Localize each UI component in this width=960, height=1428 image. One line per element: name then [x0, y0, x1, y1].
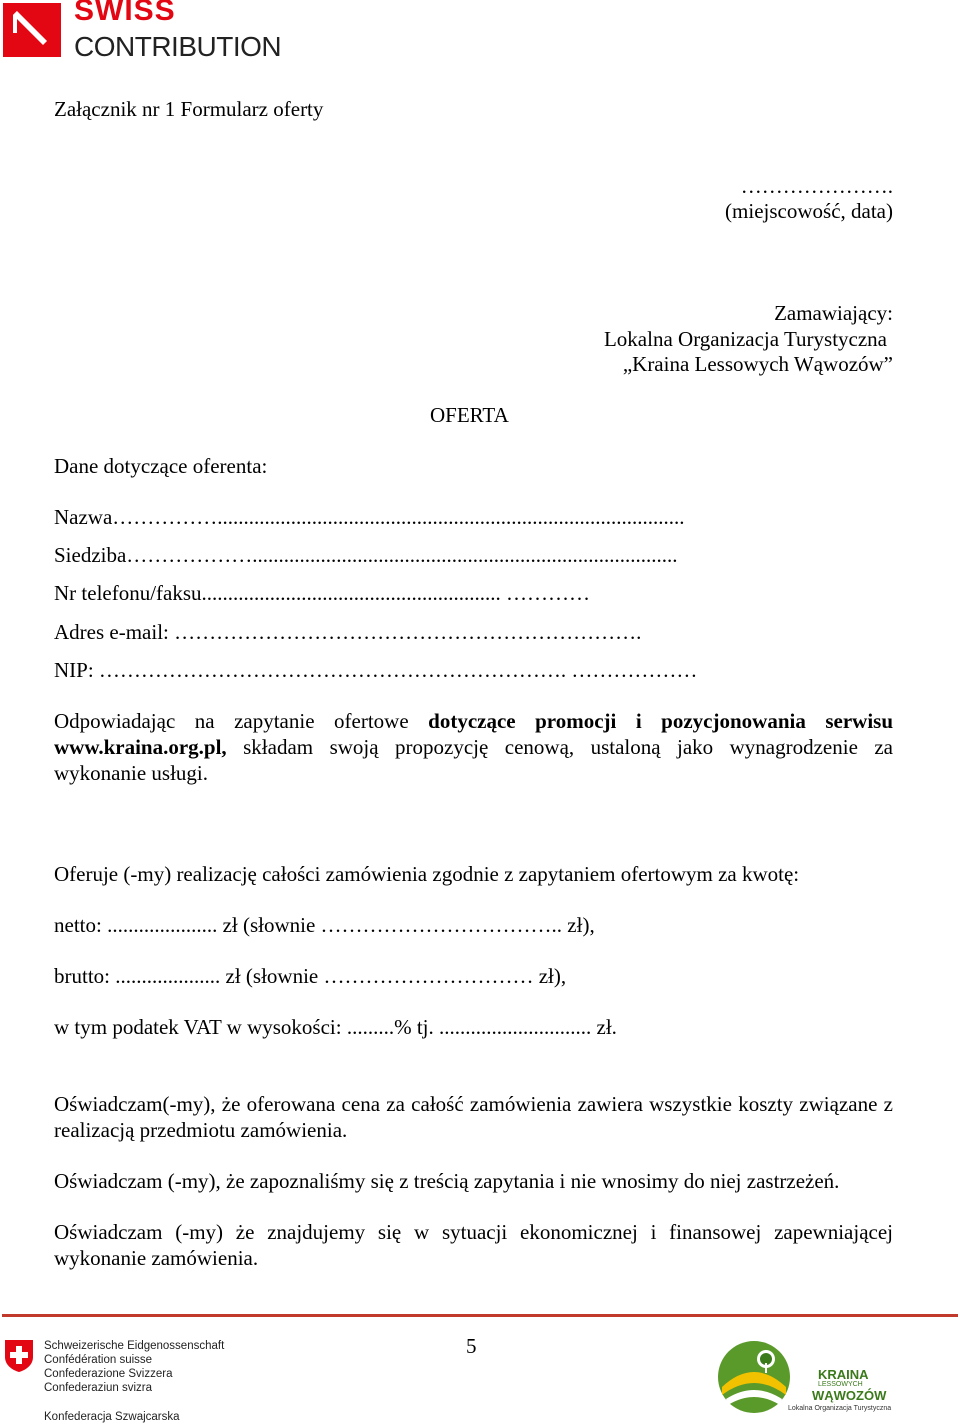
offer-statement: Oferuje (-my) realizację całości zamówienia zgodnie z zapytaniem ofertowym za kwotę:: [54, 862, 800, 886]
declaration-1: Oświadczam(-my), że oferowana cena za całość zamówienia zawiera wszystkie koszty związane z realizacją przedmiotu zamówienia.: [54, 1092, 893, 1142]
kraina-line2: LESSOWYCH: [818, 1381, 863, 1388]
place-date-dots: ………………….: [740, 174, 893, 198]
confederation-line-rm: Confederaziun svizra: [44, 1382, 153, 1394]
kraina-emblem-icon: [714, 1337, 794, 1417]
confederation-line-it: Confederazione Svizzera: [44, 1368, 173, 1380]
footer-rule: [2, 1314, 958, 1317]
intro-text-1: Odpowiadając na zapytanie ofertowe: [54, 709, 429, 733]
offer-vat-line: w tym podatek VAT w wysokości: .........% tj. ............................. zł.: [54, 1015, 617, 1039]
offer-brutto-line: brutto: .................... zł (słownie ………………………… zł),: [54, 964, 567, 988]
bidder-section-label: Dane dotyczące oferenta:: [54, 454, 268, 478]
bidder-phone-line: Nr telefonu/faksu......................................................... …………: [54, 581, 591, 605]
flag-diagonal-icon: [3, 3, 61, 57]
recipient-org-line2: „Kraina Lessowych Wąwozów”: [622, 352, 893, 376]
offer-heading: OFERTA: [430, 403, 509, 427]
confederation-polish: Konfederacja Szwajcarska: [44, 1411, 180, 1423]
confederation-line-de: Schweizerische Eidgenossenschaft: [44, 1340, 225, 1352]
bidder-email-line: Adres e-mail: ………………………………………………………….: [54, 620, 642, 644]
kraina-line3: WĄWOZÓW: [812, 1388, 887, 1403]
bidder-name-line: Nazwa…………….........................................................................................: [54, 505, 685, 529]
swiss-contribution-flag-icon: [3, 3, 61, 57]
swiss-coat-of-arms-icon: [4, 1339, 34, 1373]
intro-text-bold: dotyczące promocji i pozycjonowania serwisu www.kraina.org.pl,: [54, 709, 894, 759]
bidder-nip-line: NIP: …………………………………………………………. ………………: [54, 658, 698, 682]
recipient-org-line1: Lokalna Organizacja Turystyczna: [603, 327, 887, 351]
offer-netto-line: netto: ..................... zł (słownie …………………………….. zł),: [54, 913, 595, 937]
attachment-title: Załącznik nr 1 Formularz oferty: [54, 97, 324, 121]
place-date-label: (miejscowość, data): [725, 199, 893, 223]
kraina-line1: KRAINA: [818, 1367, 869, 1382]
intro-text-2: składam swoją propozycję cenową, ustaloną jako wynagrodzenie za wykonanie usługi.: [54, 735, 893, 785]
bidder-seat-line: Siedziba……………….................................................................................: [54, 543, 678, 567]
kraina-line4: Lokalna Organizacja Turystyczna: [788, 1405, 892, 1412]
intro-paragraph: [54, 708, 893, 786]
page-number: 5: [466, 1334, 477, 1358]
logo-contribution-text: CONTRIBUTION: [74, 31, 282, 62]
confederation-line-fr: Confédération suisse: [44, 1354, 153, 1366]
declaration-2: Oświadczam (-my), że zapoznaliśmy się z treścią zapytania i nie wnosimy do niej zastrzeżeń.: [54, 1169, 840, 1193]
kraina-lessowych-wawozow-logo: [714, 1337, 894, 1417]
logo-swiss-text: SWISS: [74, 0, 176, 27]
recipient-label: Zamawiający:: [774, 301, 893, 325]
declaration-3: Oświadczam (-my) że znajdujemy się w sytuacji ekonomicznej i finansowej zapewniającej wykonanie zamówienia.: [54, 1220, 893, 1270]
